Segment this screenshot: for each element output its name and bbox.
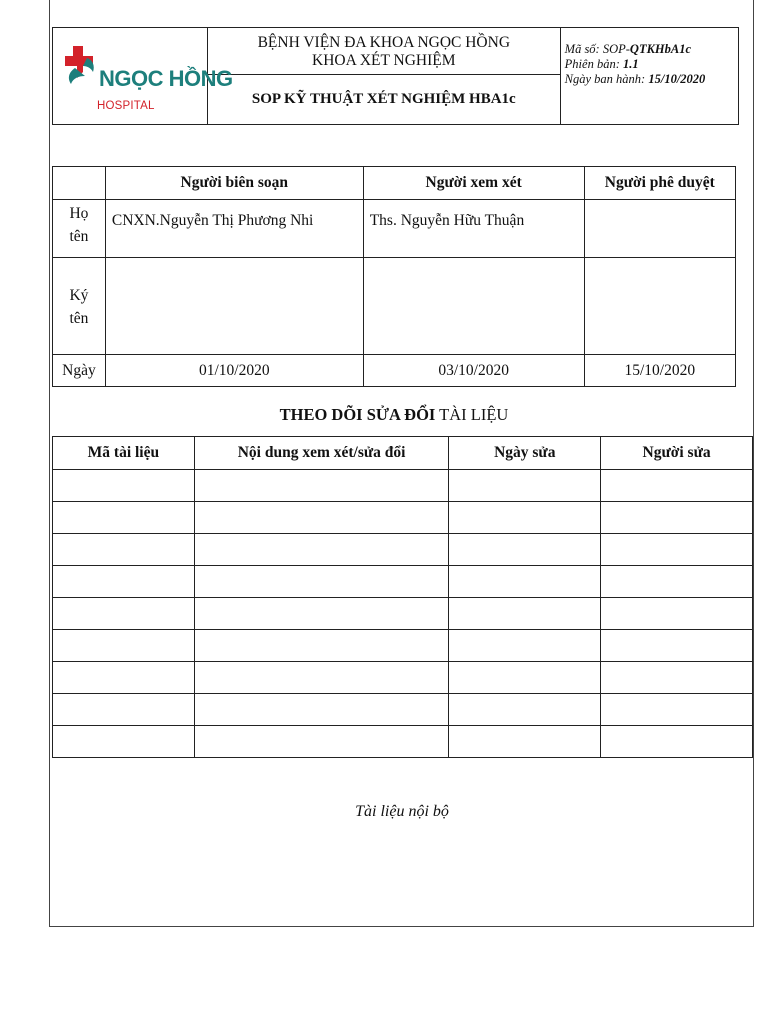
document-version: Phiên bản: 1.1 bbox=[564, 57, 639, 71]
revision-section-title: THEO DÕI SỬA ĐỔI TÀI LIỆU bbox=[279, 405, 509, 424]
revision-cell bbox=[53, 662, 195, 694]
revision-cell bbox=[601, 598, 753, 630]
table-row bbox=[53, 534, 753, 566]
revision-cell bbox=[53, 470, 195, 502]
reviewer-signature bbox=[363, 258, 584, 355]
revision-cell bbox=[53, 598, 195, 630]
date-label: Ngày bbox=[53, 355, 106, 387]
revision-cell bbox=[601, 534, 753, 566]
table-row bbox=[53, 502, 753, 534]
approval-header-cell: Người biên soạn bbox=[105, 167, 363, 200]
revision-cell bbox=[53, 694, 195, 726]
revision-cell bbox=[194, 534, 449, 566]
revision-cell bbox=[449, 598, 601, 630]
revision-cell bbox=[449, 470, 601, 502]
revision-cell bbox=[449, 630, 601, 662]
author-name: CNXN.Nguyễn Thị Phương Nhi bbox=[105, 200, 363, 258]
revision-cell bbox=[449, 534, 601, 566]
approval-header-cell bbox=[53, 167, 106, 200]
revision-header-cell: Ngày sửa bbox=[449, 437, 601, 470]
revision-cell bbox=[449, 726, 601, 758]
name-label: Họ tên bbox=[53, 200, 106, 258]
logo-brand-text: NGỌC HỒNG bbox=[98, 66, 233, 91]
author-date: 01/10/2020 bbox=[105, 355, 363, 387]
revision-table bbox=[52, 436, 753, 758]
hospital-info bbox=[207, 28, 560, 75]
revision-cell bbox=[601, 694, 753, 726]
document-header bbox=[52, 27, 739, 125]
hospital-name: BỆNH VIỆN ĐA KHOA NGỌC HỒNG bbox=[257, 34, 511, 51]
revision-cell bbox=[53, 630, 195, 662]
revision-cell bbox=[449, 694, 601, 726]
table-row bbox=[53, 598, 753, 630]
revision-cell bbox=[601, 726, 753, 758]
table-row bbox=[53, 566, 753, 598]
revision-cell bbox=[53, 502, 195, 534]
revision-header-cell: Nội dung xem xét/sửa đổi bbox=[194, 437, 449, 470]
document-issue-date: Ngày ban hành: 15/10/2020 bbox=[564, 72, 706, 86]
revision-cell bbox=[194, 470, 449, 502]
approver-signature bbox=[584, 258, 735, 355]
revision-cell bbox=[194, 598, 449, 630]
revision-cell bbox=[601, 470, 753, 502]
reviewer-date: 03/10/2020 bbox=[363, 355, 584, 387]
approval-date-row bbox=[53, 355, 736, 387]
table-row bbox=[53, 726, 753, 758]
revision-cell bbox=[601, 630, 753, 662]
document-title: SOP KỸ THUẬT XÉT NGHIỆM HBA1c bbox=[207, 75, 560, 125]
revision-cell bbox=[194, 566, 449, 598]
department-name: KHOA XÉT NGHIỆM bbox=[312, 52, 456, 69]
logo-sub-text: HOSPITAL bbox=[96, 100, 155, 112]
approval-name-row bbox=[53, 200, 736, 258]
table-row bbox=[53, 630, 753, 662]
hospital-logo bbox=[55, 36, 233, 116]
medical-cross-icon bbox=[61, 44, 97, 88]
revision-cell bbox=[194, 630, 449, 662]
approval-table bbox=[52, 166, 736, 387]
logo-cell bbox=[53, 28, 233, 125]
approval-header-row bbox=[53, 167, 736, 200]
approver-date: 15/10/2020 bbox=[584, 355, 735, 387]
revision-cell bbox=[601, 566, 753, 598]
author-signature bbox=[105, 258, 363, 355]
document-meta bbox=[560, 28, 738, 125]
revision-cell bbox=[53, 534, 195, 566]
revision-cell bbox=[601, 502, 753, 534]
sign-label: Ký tên bbox=[53, 258, 106, 355]
approval-sign-row bbox=[53, 258, 736, 355]
revision-cell bbox=[449, 662, 601, 694]
revision-cell bbox=[194, 694, 449, 726]
internal-document-note: Tài liệu nội bộ bbox=[355, 803, 449, 820]
revision-header-row bbox=[53, 437, 753, 470]
revision-cell bbox=[194, 726, 449, 758]
revision-cell bbox=[601, 662, 753, 694]
approver-name bbox=[584, 200, 735, 258]
revision-cell bbox=[449, 502, 601, 534]
reviewer-name: Ths. Nguyễn Hữu Thuận bbox=[363, 200, 584, 258]
table-row bbox=[53, 470, 753, 502]
revision-cell bbox=[194, 502, 449, 534]
revision-cell bbox=[449, 566, 601, 598]
revision-header-cell: Mã tài liệu bbox=[53, 437, 195, 470]
document-code: Mã số: SOP-QTKHbA1c bbox=[564, 42, 692, 56]
revision-cell bbox=[53, 566, 195, 598]
approval-header-cell: Người phê duyệt bbox=[584, 167, 735, 200]
revision-header-cell: Người sửa bbox=[601, 437, 753, 470]
approval-header-cell: Người xem xét bbox=[363, 167, 584, 200]
revision-cell bbox=[194, 662, 449, 694]
revision-cell bbox=[53, 726, 195, 758]
table-row bbox=[53, 662, 753, 694]
table-row bbox=[53, 694, 753, 726]
